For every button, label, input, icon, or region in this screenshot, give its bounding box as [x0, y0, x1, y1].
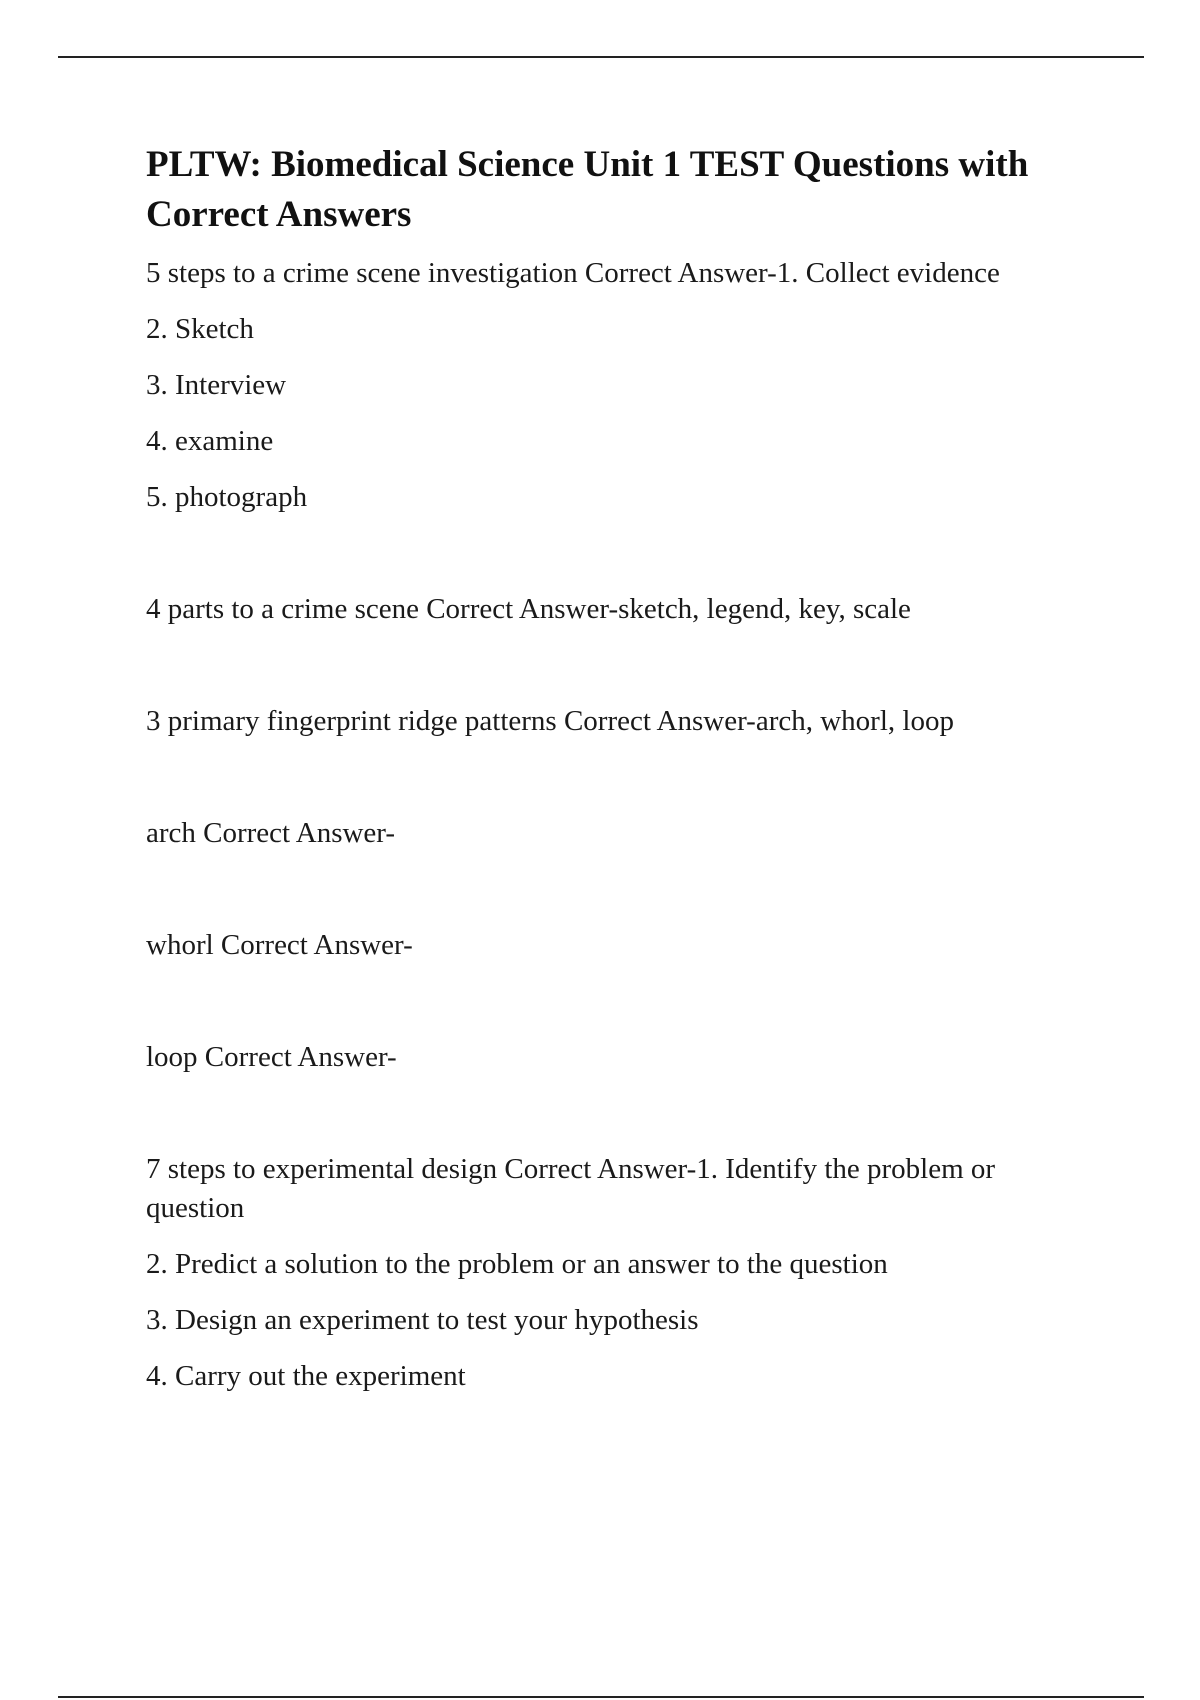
- paragraph-arch: arch Correct Answer-: [146, 817, 396, 849]
- paragraph-crime-scene-steps: 5 steps to a crime scene investigation Correct Answer-1. Collect evidence: [146, 257, 1000, 289]
- footer-rule: [58, 1696, 1144, 1698]
- paragraph-step-predict: 2. Predict a solution to the problem or an answer to the question: [146, 1248, 888, 1280]
- paragraph-crime-scene-parts: 4 parts to a crime scene Correct Answer-sketch, legend, key, scale: [146, 593, 911, 625]
- header-rule: [58, 56, 1144, 58]
- paragraph-step-photograph: 5. photograph: [146, 481, 308, 513]
- paragraph-step-sketch: 2. Sketch: [146, 313, 254, 345]
- paragraph-step-design: 3. Design an experiment to test your hypothesis: [146, 1304, 699, 1336]
- document-body: [146, 140, 1076, 1413]
- paragraph-step-examine: 4. examine: [146, 425, 274, 457]
- paragraph-experimental-design-steps: 7 steps to experimental design Correct Answer-1. Identify the problem or question: [146, 1153, 996, 1224]
- paragraph-loop: loop Correct Answer-: [146, 1041, 397, 1073]
- paragraph-step-interview: 3. Interview: [146, 369, 287, 401]
- document-title: PLTW: Biomedical Science Unit 1 TEST Questions with Correct Answers: [146, 144, 1029, 235]
- paragraph-step-carry-out: 4. Carry out the experiment: [146, 1360, 466, 1392]
- paragraph-fingerprint-patterns: 3 primary fingerprint ridge patterns Correct Answer-arch, whorl, loop: [146, 705, 954, 737]
- paragraph-whorl: whorl Correct Answer-: [146, 929, 413, 961]
